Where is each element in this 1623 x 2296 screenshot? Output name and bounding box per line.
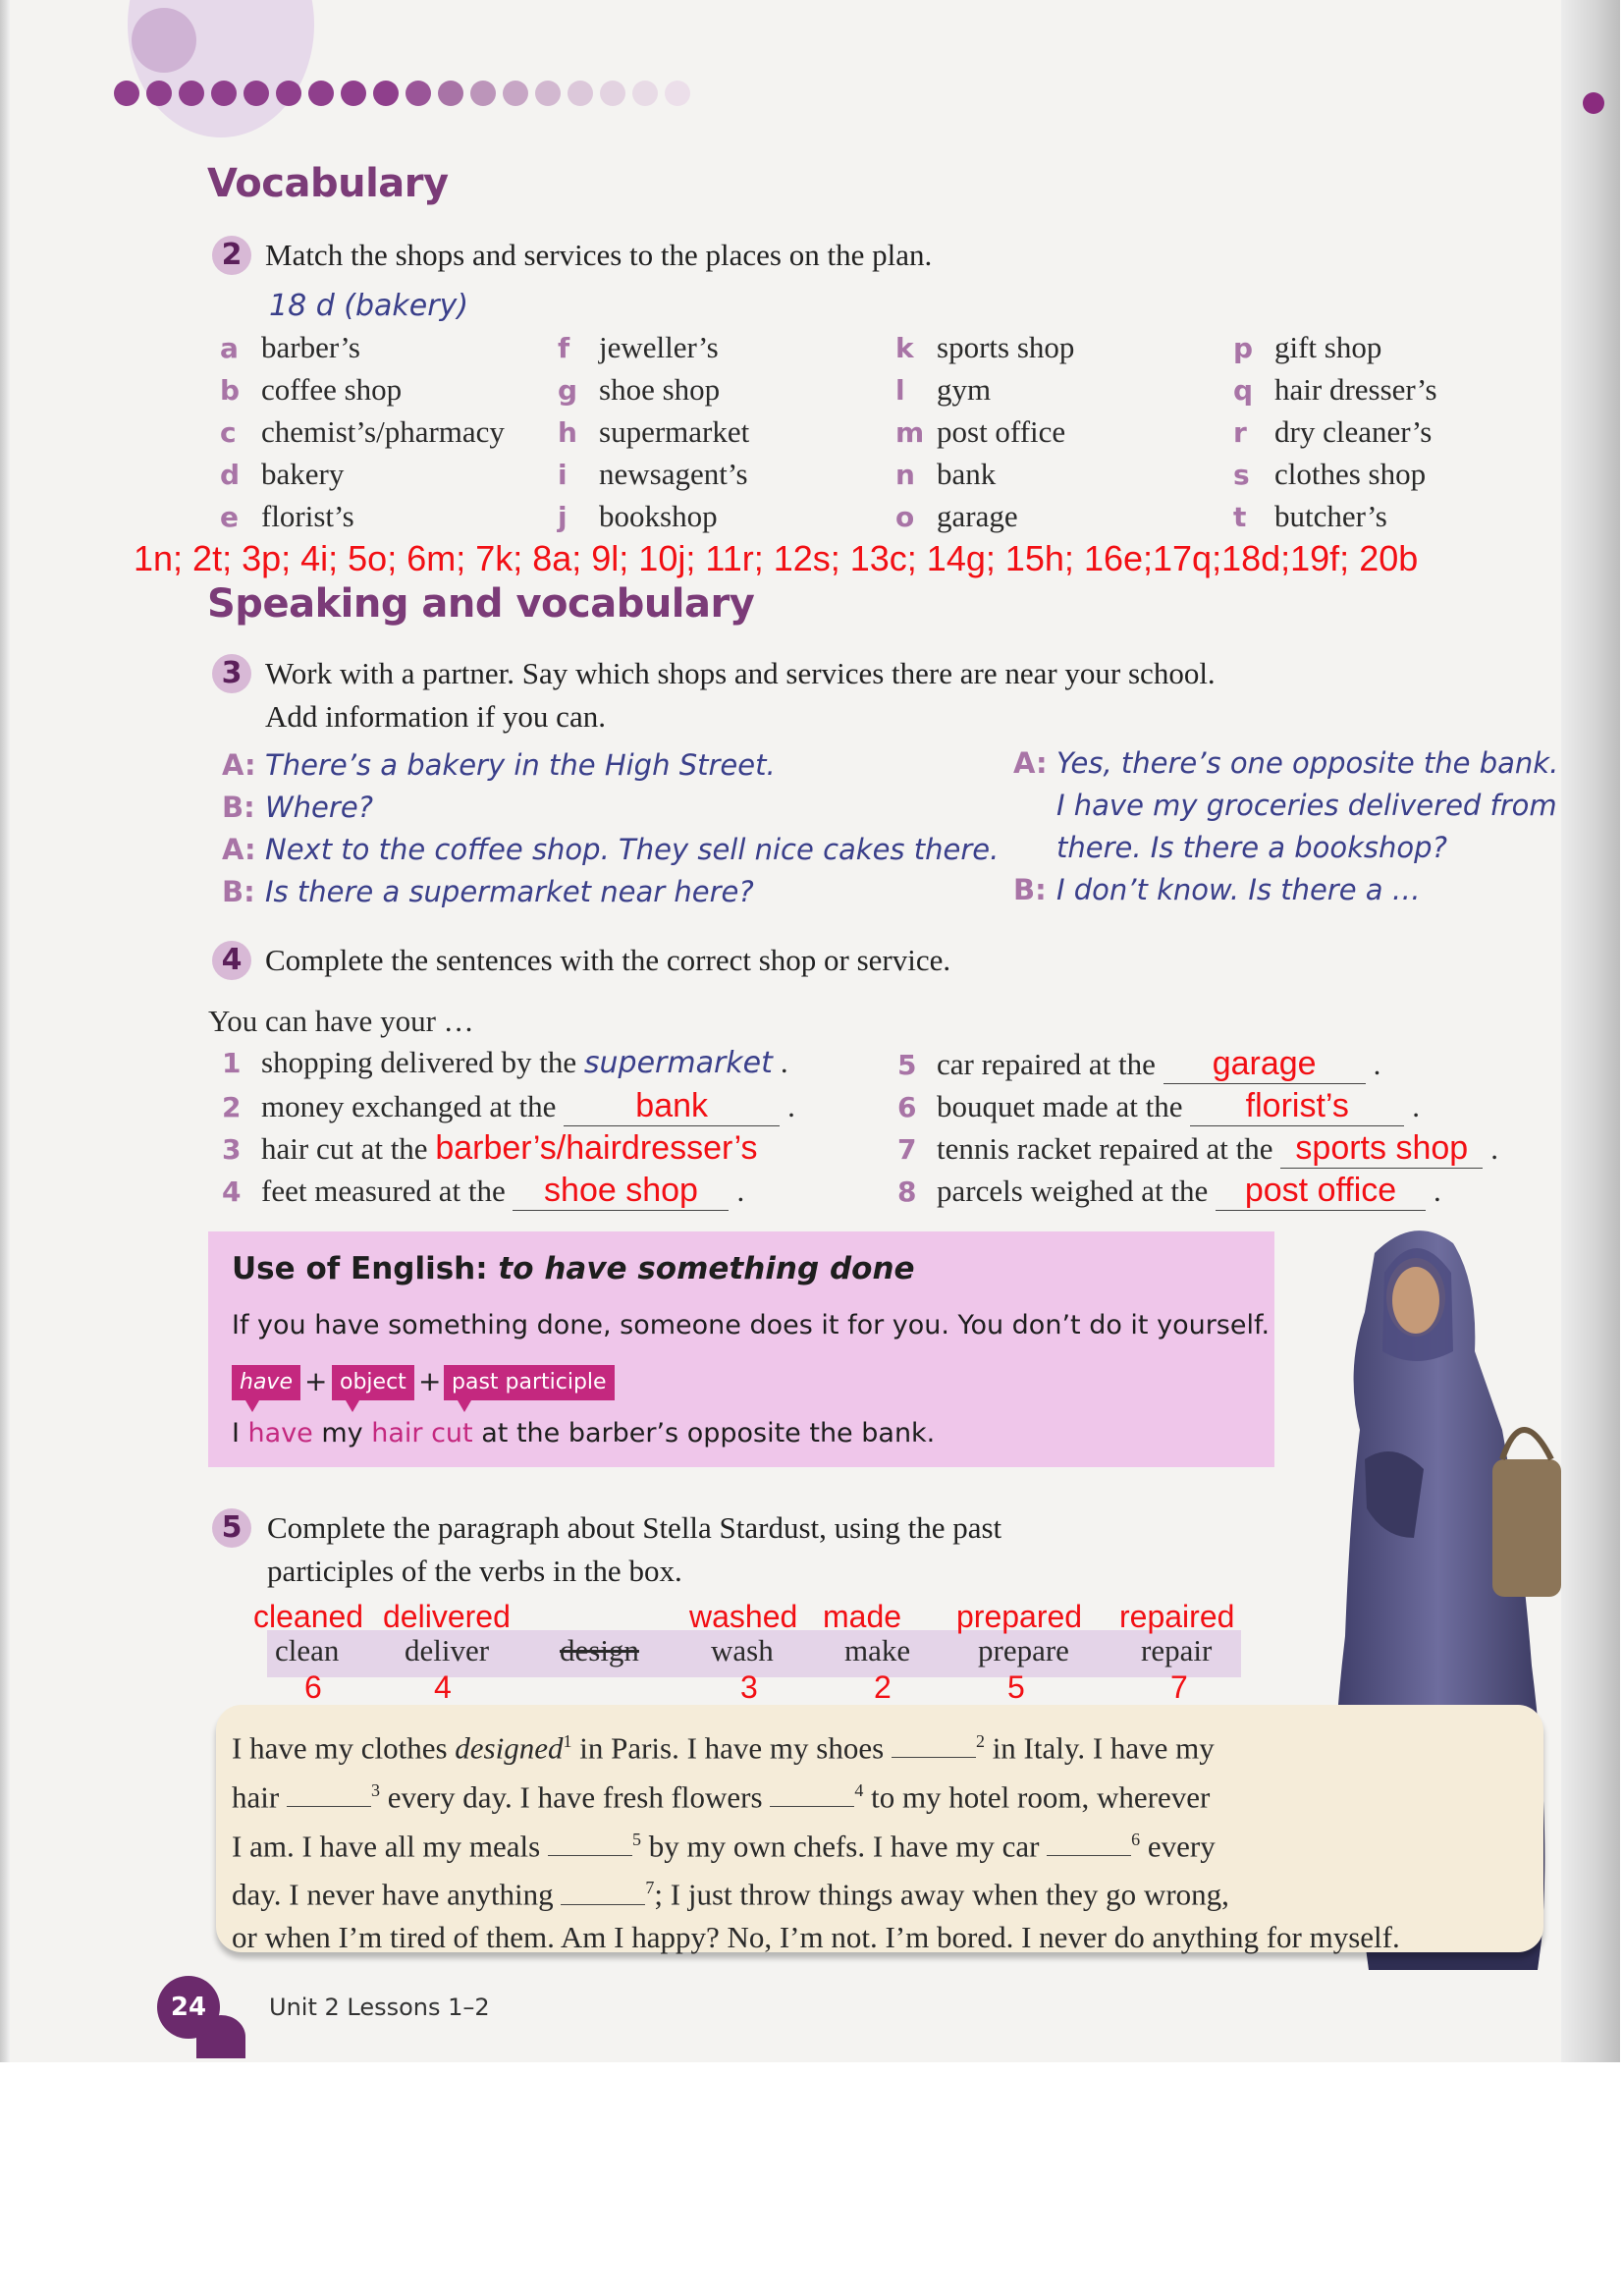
tag-have: have [232, 1365, 300, 1400]
unit-label: Unit 2 Lessons 1–2 [269, 1994, 490, 2021]
verb-blank-number: 3 [740, 1669, 758, 1705]
vocab-item [895, 499, 1018, 534]
exercise-2-answers: 1n; 2t; 3p; 4i; 5o; 6m; 7k; 8a; 9l; 10j; 11r; 12s; 13c; 14g; 15h; 16e;17q;18d;19f; 20b [134, 538, 1419, 578]
verb-blank-number: 2 [874, 1669, 892, 1705]
vocab-letter: r [1233, 416, 1247, 449]
dialogue-text: there. Is there a bookshop? [1056, 831, 1447, 864]
blank-6[interactable] [1047, 1830, 1131, 1856]
dialogue-text: Is there a supermarket near here? [265, 875, 754, 908]
exercise-4-lead: You can have your … [208, 1004, 474, 1038]
blank-2[interactable] [892, 1731, 976, 1758]
dialogue-text: I don’t know. Is there a … [1056, 873, 1421, 906]
uoe-title-italic: to have something done [498, 1251, 915, 1286]
page-edge-dot [1583, 92, 1604, 114]
para-sup: 1 [563, 1731, 572, 1751]
verb-word: repair [1141, 1633, 1213, 1667]
vocab-label: hair dresser’s [1274, 372, 1437, 407]
plus-sign: + [418, 1365, 442, 1397]
vocab-letter: j [558, 501, 568, 533]
vocab-item [220, 457, 344, 492]
uoe-ex-part: at the barber’s opposite the bank. [472, 1418, 936, 1449]
speaking-title: Speaking and vocabulary [207, 581, 755, 627]
sentence-end: . [780, 1045, 788, 1079]
para-sup: 3 [370, 1779, 380, 1800]
header-small-circle [132, 8, 196, 73]
vocab-item [558, 499, 718, 534]
header-dot [276, 81, 301, 106]
vocab-label: gym [937, 372, 992, 407]
sentence-text: car repaired at the [937, 1047, 1156, 1081]
answer-blank[interactable]: shoe shop [513, 1172, 729, 1211]
verb-answer: delivered [383, 1599, 511, 1634]
vocab-label: bookshop [599, 499, 718, 533]
sentence-text: feet measured at the [261, 1174, 506, 1208]
verb-answer: cleaned [253, 1599, 364, 1634]
sentence-item [897, 1045, 1380, 1084]
answer-blank[interactable]: bank [564, 1087, 780, 1126]
header-dot [665, 81, 690, 106]
vocab-letter: l [895, 374, 905, 407]
header-dot [179, 81, 204, 106]
header-dot [114, 81, 139, 106]
para-text: in Paris. I have my shoes [571, 1730, 892, 1766]
vocab-item [558, 457, 748, 492]
sentence-item [897, 1172, 1441, 1211]
dialogue-text: Where? [265, 791, 374, 824]
vocab-item [895, 414, 1065, 450]
vocab-item [1233, 330, 1381, 365]
vocab-label: clothes shop [1274, 457, 1427, 491]
header-dot [146, 81, 172, 106]
verb-blank-number: 7 [1170, 1669, 1188, 1705]
dialogue-line [1013, 827, 1447, 869]
uoe-ex-part: I [232, 1418, 248, 1449]
sentence-item [222, 1129, 766, 1168]
vocab-item [895, 457, 996, 492]
header-dot [243, 81, 269, 106]
use-of-english-example [232, 1418, 935, 1449]
sentence-text: parcels weighed at the [937, 1174, 1209, 1208]
verb-word: wash [711, 1633, 774, 1667]
vocab-item [558, 330, 719, 365]
verb-answer: prepared [956, 1599, 1083, 1634]
vocab-letter: c [220, 416, 237, 449]
sentence-item [897, 1129, 1498, 1169]
vocab-letter: f [558, 332, 570, 364]
para-text: ; I just throw things away when they go wrong, [654, 1877, 1229, 1912]
header-dot [535, 81, 561, 106]
para-text: to my hotel room, wherever [863, 1779, 1211, 1815]
header-dot [438, 81, 463, 106]
vocab-label: garage [937, 499, 1018, 533]
para-sup: 4 [854, 1779, 864, 1800]
vocab-letter: i [558, 459, 568, 491]
tag-past-participle: past participle [444, 1365, 615, 1400]
dialogue-text: Yes, there’s one opposite the bank. [1056, 746, 1559, 780]
sentence-number: 3 [222, 1133, 242, 1166]
speaker-label: B: [1013, 873, 1047, 906]
sentence-end: . [736, 1174, 745, 1208]
vocab-label: bank [937, 457, 997, 491]
dialogue-line [222, 829, 999, 871]
exercise-2-example: 18 d (bakery) [269, 289, 469, 323]
header-dot [308, 81, 334, 106]
use-of-english-title [232, 1251, 915, 1286]
exercise-4-instruction: Complete the sentences with the correct shop or service. [265, 943, 951, 977]
sentence-text: tennis racket repaired at the [937, 1131, 1273, 1166]
exercise-4-number: 4 [212, 941, 251, 980]
answer-blank[interactable]: sports shop [1280, 1129, 1483, 1169]
tag-object: object [332, 1365, 414, 1400]
vocab-item [220, 372, 402, 408]
sentence-item [222, 1045, 788, 1080]
verb-word: deliver [405, 1633, 490, 1667]
exercise-2-number: 2 [212, 236, 251, 275]
answer-blank[interactable]: florist’s [1190, 1087, 1404, 1126]
vocab-item [1233, 414, 1432, 450]
vocab-letter: a [220, 332, 239, 364]
verb-blank-number: 5 [1007, 1669, 1025, 1705]
speaker-label: B: [222, 791, 255, 824]
sentence-number: 7 [897, 1133, 917, 1166]
vocab-label: butcher’s [1274, 499, 1387, 533]
vocab-label: shoe shop [599, 372, 721, 407]
exercise-5-number: 5 [212, 1508, 251, 1548]
para-text: or when I’m tired of them. Am I happy? No, I’m not. I’m bored. I never do anything for myself. [232, 1920, 1400, 1955]
vocab-label: supermarket [599, 414, 750, 449]
vocabulary-title: Vocabulary [207, 161, 449, 206]
blank-3[interactable] [287, 1780, 371, 1807]
verb-word: clean [275, 1633, 340, 1667]
para-text: day. I never have anything [232, 1877, 562, 1912]
sentence-end: . [787, 1089, 795, 1123]
sentence-text: money exchanged at the [261, 1089, 557, 1123]
vocab-label: post office [937, 414, 1066, 449]
vocab-letter: p [1233, 332, 1254, 364]
header-dot [373, 81, 399, 106]
para-sup: 6 [1131, 1829, 1141, 1849]
sentence-number: 4 [222, 1175, 242, 1208]
vocab-letter: h [558, 416, 577, 449]
sentence-number: 6 [897, 1091, 917, 1123]
blank-7[interactable] [561, 1879, 645, 1905]
verb-word: make [844, 1633, 911, 1667]
vocab-item [895, 330, 1074, 365]
header-dot [632, 81, 658, 106]
vocab-label: dry cleaner’s [1274, 414, 1433, 449]
para-text: I have my clothes [232, 1730, 456, 1766]
vocab-letter: n [895, 459, 915, 491]
sentence-item [897, 1087, 1420, 1126]
vocab-letter: t [1233, 501, 1247, 533]
header-dot [600, 81, 625, 106]
answer-blank[interactable]: supermarket [583, 1046, 773, 1080]
para-text: by my own chefs. I have my car [640, 1828, 1048, 1863]
para-text: every day. I have fresh flowers [379, 1779, 771, 1815]
dialogue-line [1013, 869, 1421, 911]
vocab-label: coffee shop [261, 372, 403, 407]
uoe-title-prefix: Use of English: [232, 1251, 488, 1286]
sentence-item [222, 1087, 795, 1126]
vocab-label: bakery [261, 457, 345, 491]
page-spine [0, 0, 10, 2062]
header-dot [568, 81, 593, 106]
vocab-label: barber’s [261, 330, 360, 364]
vocab-letter: b [220, 374, 241, 407]
dialogue-line [222, 787, 373, 829]
vocab-letter: e [220, 501, 239, 533]
header-dot [503, 81, 528, 106]
uoe-ex-have: have [247, 1418, 313, 1449]
vocab-item [1233, 499, 1387, 534]
use-of-english-explanation: If you have something done, someone does it for you. You don’t do it yourself. [232, 1310, 1271, 1340]
answer-blank[interactable]: post office [1216, 1172, 1426, 1211]
uoe-ex-hair-cut: hair cut [371, 1418, 473, 1449]
vocab-label: chemist’s/pharmacy [261, 414, 505, 449]
para-text: I am. I have all my meals [232, 1828, 548, 1863]
dialogue-text: I have my groceries delivered from [1056, 789, 1557, 822]
stella-paragraph [232, 1721, 1508, 1959]
speaker-label: A: [222, 748, 256, 782]
sentence-number: 5 [897, 1049, 917, 1081]
vocab-item [558, 372, 720, 408]
exercise-5-instruction-line2: participles of the verbs in the box. [267, 1554, 682, 1588]
sentence-number: 8 [897, 1175, 917, 1208]
para-sup: 7 [645, 1878, 655, 1898]
header-dot [470, 81, 496, 106]
verb-word: design [560, 1633, 639, 1667]
answer-blank[interactable]: barber’s/hairdresser’s [435, 1129, 758, 1167]
vocab-label: newsagent’s [599, 457, 748, 491]
vocab-letter: k [895, 332, 914, 364]
answer-blank[interactable]: garage [1163, 1045, 1366, 1084]
sentence-text: shopping delivered by the [261, 1045, 577, 1079]
verb-word: prepare [978, 1633, 1069, 1667]
dialogue-line [222, 744, 776, 787]
exercise-3-instruction-line1: Work with a partner. Say which shops and services there are near your school. [265, 656, 1216, 690]
vocab-letter: q [1233, 374, 1254, 407]
vocab-letter: m [895, 416, 925, 449]
verb-answer: washed [689, 1599, 798, 1634]
sentence-number: 1 [222, 1047, 242, 1079]
dialogue-text: There’s a bakery in the High Street. [265, 748, 776, 782]
sentence-item [222, 1172, 744, 1211]
speaker-label: A: [1013, 746, 1048, 780]
exercise-3-number: 3 [212, 654, 251, 693]
dialogue-line [1013, 742, 1558, 785]
vocab-item [220, 330, 360, 365]
vocab-letter: s [1233, 459, 1250, 491]
vocab-item [220, 499, 354, 534]
vocab-letter: d [220, 459, 241, 491]
header-dot [211, 81, 237, 106]
vocab-label: florist’s [261, 499, 354, 533]
exercise-2-instruction: Match the shops and services to the places on the plan. [265, 238, 933, 272]
sentence-end: . [1434, 1174, 1441, 1208]
dialogue-line [222, 871, 754, 913]
exercise-3-instruction-line2: Add information if you can. [265, 699, 606, 734]
sentence-text: bouquet made at the [937, 1089, 1183, 1123]
exercise-5-instruction-line1: Complete the paragraph about Stella Stardust, using the past [267, 1510, 1002, 1545]
sentence-number: 2 [222, 1091, 242, 1123]
verb-answer: made [823, 1599, 902, 1634]
vocab-label: sports shop [937, 330, 1075, 364]
sentence-end: . [1490, 1131, 1499, 1166]
vocab-item [558, 414, 749, 450]
vocab-label: jeweller’s [599, 330, 719, 364]
use-of-english-box [208, 1231, 1274, 1467]
page-number: 24 [157, 1976, 220, 2039]
para-text: every [1140, 1828, 1216, 1863]
verb-answer: repaired [1119, 1599, 1235, 1634]
plus-sign: + [304, 1365, 328, 1397]
dialogue-text: Next to the coffee shop. They sell nice cakes there. [265, 833, 1000, 866]
para-text: in Italy. I have my [984, 1730, 1215, 1766]
header-dot [406, 81, 431, 106]
vocab-item [1233, 457, 1426, 492]
sentence-end: . [1412, 1089, 1420, 1123]
uoe-ex-part: my [312, 1418, 372, 1449]
blank-5[interactable] [548, 1830, 632, 1856]
sentence-end: . [1373, 1047, 1381, 1081]
vocab-item [1233, 372, 1437, 408]
speaker-label: A: [222, 833, 256, 866]
header-dot [341, 81, 366, 106]
verb-blank-number: 4 [434, 1669, 452, 1705]
vocab-letter: g [558, 374, 578, 407]
vocab-label: gift shop [1274, 330, 1382, 364]
para-example-word: designed [455, 1730, 564, 1766]
speaker-label: B: [222, 875, 255, 908]
para-sup: 5 [631, 1829, 641, 1849]
para-sup: 2 [975, 1731, 985, 1751]
verb-blank-number: 6 [304, 1669, 322, 1705]
vocab-item [895, 372, 991, 408]
sentence-text: hair cut at the [261, 1131, 428, 1166]
vocab-letter: o [895, 501, 915, 533]
vocab-item [220, 414, 505, 450]
para-text: hair [232, 1779, 287, 1815]
blank-4[interactable] [770, 1780, 854, 1807]
dialogue-line [1013, 785, 1557, 827]
